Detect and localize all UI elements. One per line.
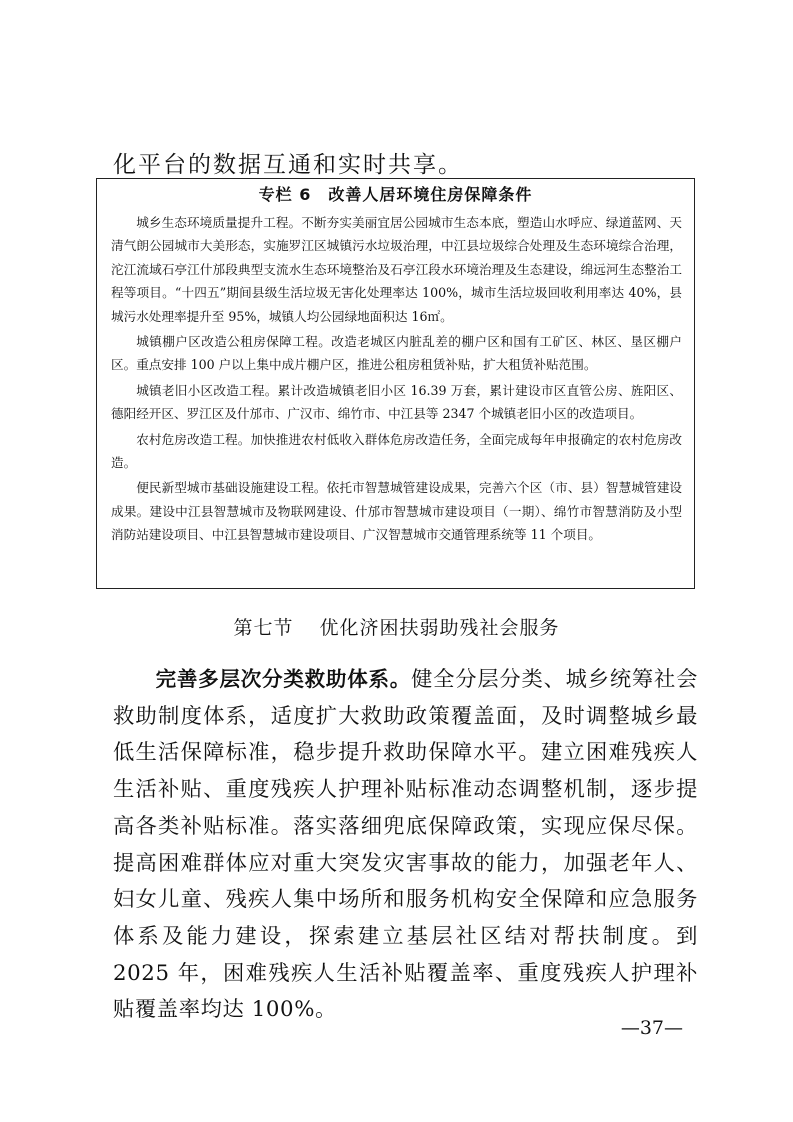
feature-box (96, 178, 695, 589)
paragraph-text: 健全分层分类、城乡统筹社会救助制度体系，适度扩大救助政策覆盖面，及时调整城乡最低生活保障标准，稳步提升救助保障水平。建立困难残疾人生活补贴、重度残疾人护理补贴标准动态调整机制，逐步提高各类补贴标准。落实落细兜底保障政策，实现应保尽保。提高困难群体应对重大突发灾害事故的能力，加强老年人、妇女儿童、残疾人集中场所和服务机构安全保障和应急服务体系及能力建设，探索建立基层社区结对帮扶制度。到 2025 年，困难残疾人生活补贴覆盖率、重度残疾人护理补贴覆盖率均达 100%。 (113, 667, 698, 1023)
continuation-text: 化平台的数据互通和实时共享。 (113, 152, 463, 178)
box-paragraph: 城乡生态环境质量提升工程。不断夯实美丽宜居公园城市生态本底，塑造山水呼应、绿道蓝网、天清气朗公园城市大美形态，实施罗江区城镇污水垃圾治理，中江县垃圾综合处理及生态环境综合治理，沱江流域石亭江什邡段典型支流水生态环境整治及石亭江段水环境治理及生态建设，绵远河生态整治工程等项目。“十四五”期间县级生活垃圾无害化处理率达 100%，城市生活垃圾回收利用率达 40%，县城污水处理率提升至 95%，城镇人均公园绿地面积达 16㎡。 (111, 215, 682, 324)
section-title: 优化济困扶弱助残社会服务 (319, 617, 560, 639)
section-number: 第七节 (233, 617, 294, 639)
page-number: —37— (620, 1017, 683, 1039)
box-body (111, 211, 682, 549)
box-paragraph: 城镇棚户区改造公租房保障工程。改造老城区内脏乱差的棚户区和国有工矿区、林区、垦区棚户区。重点安排 100 户以上集中成片棚户区，推进公租房租赁补贴，扩大租赁补贴范围。 (111, 334, 682, 373)
box-paragraph: 城镇老旧小区改造工程。累计改造城镇老旧小区 16.39 万套，累计建设市区直管公房、旌阳区、德阳经开区、罗江区及什邡市、广汉市、绵竹市、中江县等 2347 个城镇老旧小区的改造项目。 (111, 382, 682, 422)
box-paragraph: 便民新型城市基础设施建设工程。依托市智慧城管建设成果，完善六个区（市、县）智慧城管建设成果。建设中江县智慧城市及物联网建设、什邡市智慧城市建设项目（一期）、绵竹市智慧消防及小型消防站建设项目、中江县智慧城市建设项目、广汉智慧城市交通管理系统等 11 个项目。 (111, 480, 682, 543)
body-paragraph (113, 661, 698, 1029)
box-title: 专栏 6 改善人居环境住房保障条件 (258, 185, 533, 204)
box-paragraph: 农村危房改造工程。加快推进农村低收入群体危房改造任务，全面完成每年申报确定的农村危房改造。 (111, 431, 682, 471)
section-heading (0, 615, 793, 641)
paragraph-lead: 完善多层次分类救助体系。 (155, 667, 412, 691)
